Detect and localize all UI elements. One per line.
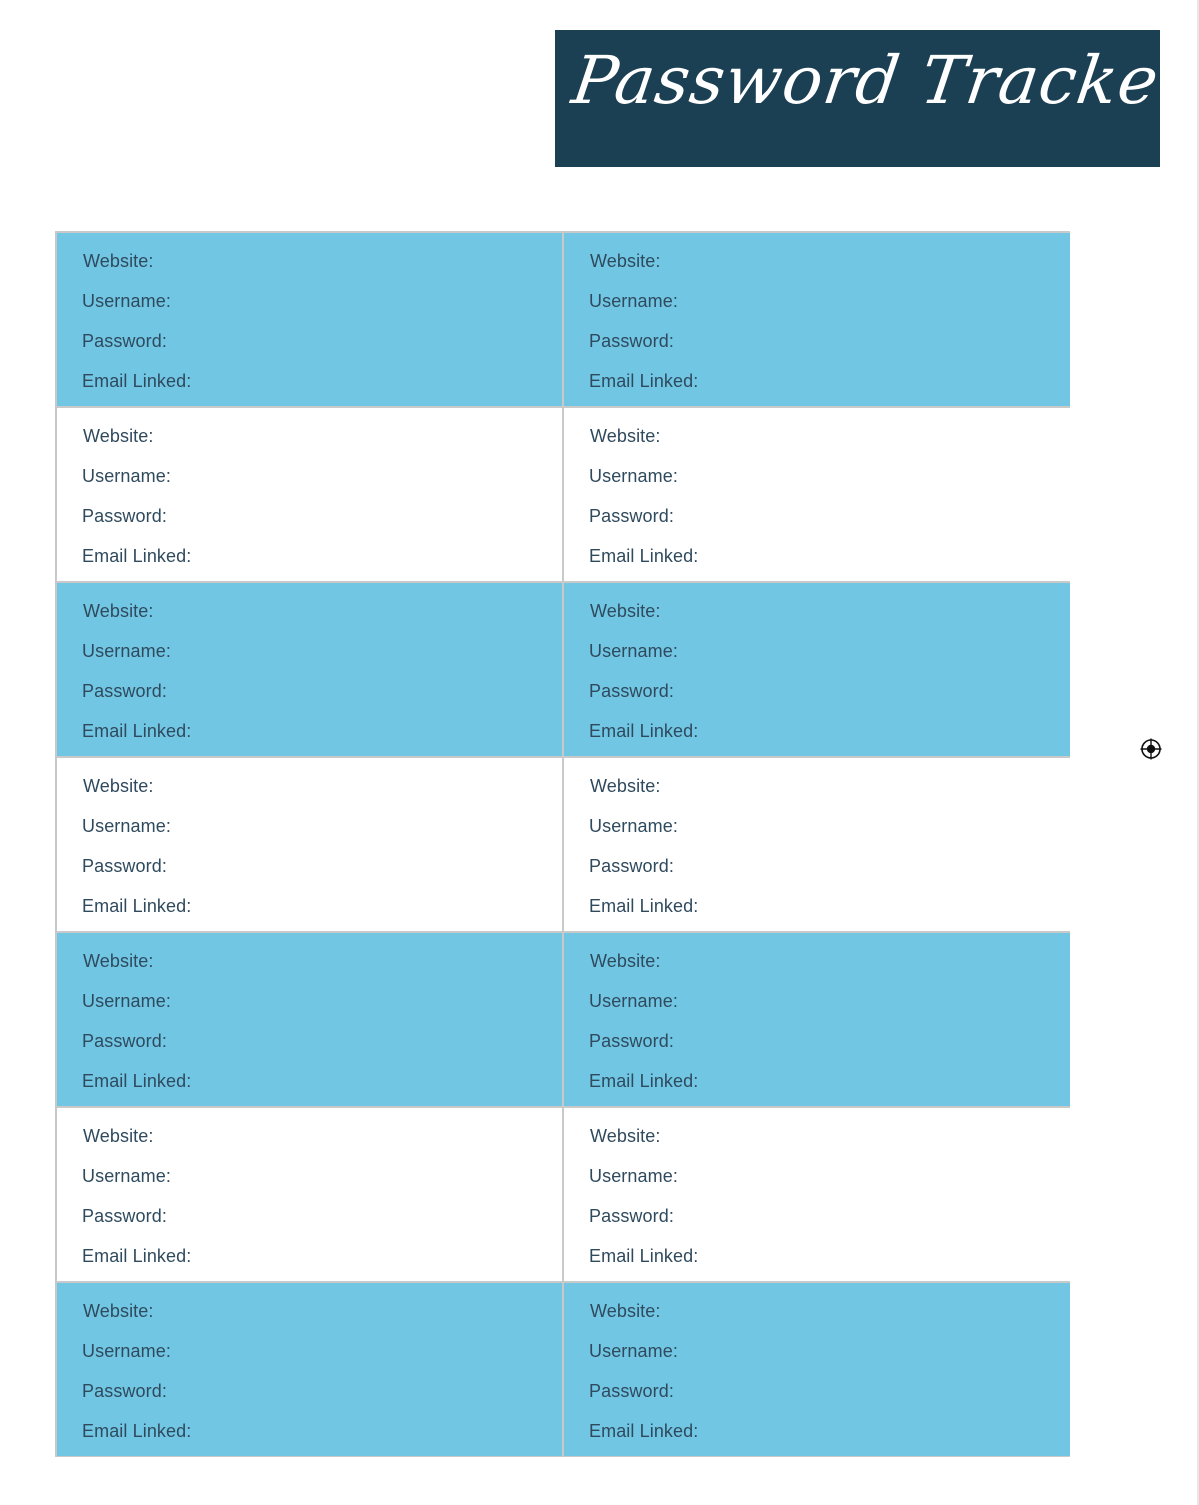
website-label: Website: xyxy=(590,1301,661,1321)
username-label: Username: xyxy=(589,1166,678,1186)
email-label: Email Linked: xyxy=(82,896,192,916)
email-label: Email Linked: xyxy=(589,546,699,566)
username-label: Username: xyxy=(589,816,678,836)
entry-card xyxy=(564,933,1070,1106)
email-label: Email Linked: xyxy=(589,371,699,391)
email-label: Email Linked: xyxy=(82,546,192,566)
email-label: Email Linked: xyxy=(82,1246,192,1266)
username-label: Username: xyxy=(589,991,678,1011)
username-label: Username: xyxy=(82,466,171,486)
website-label: Website: xyxy=(83,1126,154,1146)
entry-card xyxy=(564,408,1070,581)
username-label: Username: xyxy=(589,1341,678,1361)
website-label: Website: xyxy=(590,951,661,971)
email-label: Email Linked: xyxy=(82,1421,192,1441)
password-label: Password: xyxy=(589,1031,674,1051)
password-label: Password: xyxy=(589,856,674,876)
entry-card xyxy=(57,408,562,581)
entry-card xyxy=(564,758,1070,931)
website-label: Website: xyxy=(83,426,154,446)
email-label: Email Linked: xyxy=(589,1071,699,1091)
website-label: Website: xyxy=(83,251,154,271)
password-label: Password: xyxy=(589,1381,674,1401)
password-label: Password: xyxy=(589,681,674,701)
website-label: Website: xyxy=(83,776,154,796)
password-tracker-table xyxy=(55,231,1070,1457)
entry-card xyxy=(564,1283,1070,1456)
username-label: Username: xyxy=(589,466,678,486)
website-label: Website: xyxy=(590,601,661,621)
entry-card xyxy=(57,583,562,756)
password-label: Password: xyxy=(82,1031,167,1051)
password-label: Password: xyxy=(82,856,167,876)
website-label: Website: xyxy=(83,951,154,971)
website-label: Website: xyxy=(590,1126,661,1146)
password-label: Password: xyxy=(82,506,167,526)
email-label: Email Linked: xyxy=(82,1071,192,1091)
password-label: Password: xyxy=(82,1206,167,1226)
entry-card xyxy=(57,1108,562,1281)
email-label: Email Linked: xyxy=(589,896,699,916)
password-label: Password: xyxy=(82,331,167,351)
website-label: Website: xyxy=(590,776,661,796)
entry-card xyxy=(564,1108,1070,1281)
password-label: Password: xyxy=(589,506,674,526)
entry-card xyxy=(57,233,562,406)
username-label: Username: xyxy=(82,1341,171,1361)
page-title: Password Tracker xyxy=(567,42,1197,119)
website-label: Website: xyxy=(83,601,154,621)
entry-card xyxy=(57,933,562,1106)
title-banner xyxy=(555,30,1197,167)
username-label: Username: xyxy=(589,641,678,661)
email-label: Email Linked: xyxy=(589,1246,699,1266)
password-label: Password: xyxy=(589,1206,674,1226)
username-label: Username: xyxy=(82,291,171,311)
website-label: Website: xyxy=(590,251,661,271)
email-label: Email Linked: xyxy=(589,1421,699,1441)
email-label: Email Linked: xyxy=(589,721,699,741)
username-label: Username: xyxy=(589,291,678,311)
username-label: Username: xyxy=(82,991,171,1011)
username-label: Username: xyxy=(82,816,171,836)
website-label: Website: xyxy=(83,1301,154,1321)
entry-card xyxy=(564,233,1070,406)
email-label: Email Linked: xyxy=(82,371,192,391)
entry-card xyxy=(57,1283,562,1456)
password-label: Password: xyxy=(82,1381,167,1401)
move-crosshair-icon[interactable] xyxy=(1140,738,1162,760)
entry-card xyxy=(564,583,1070,756)
email-label: Email Linked: xyxy=(82,721,192,741)
website-label: Website: xyxy=(590,426,661,446)
password-label: Password: xyxy=(589,331,674,351)
entry-card xyxy=(57,758,562,931)
password-label: Password: xyxy=(82,681,167,701)
username-label: Username: xyxy=(82,641,171,661)
username-label: Username: xyxy=(82,1166,171,1186)
